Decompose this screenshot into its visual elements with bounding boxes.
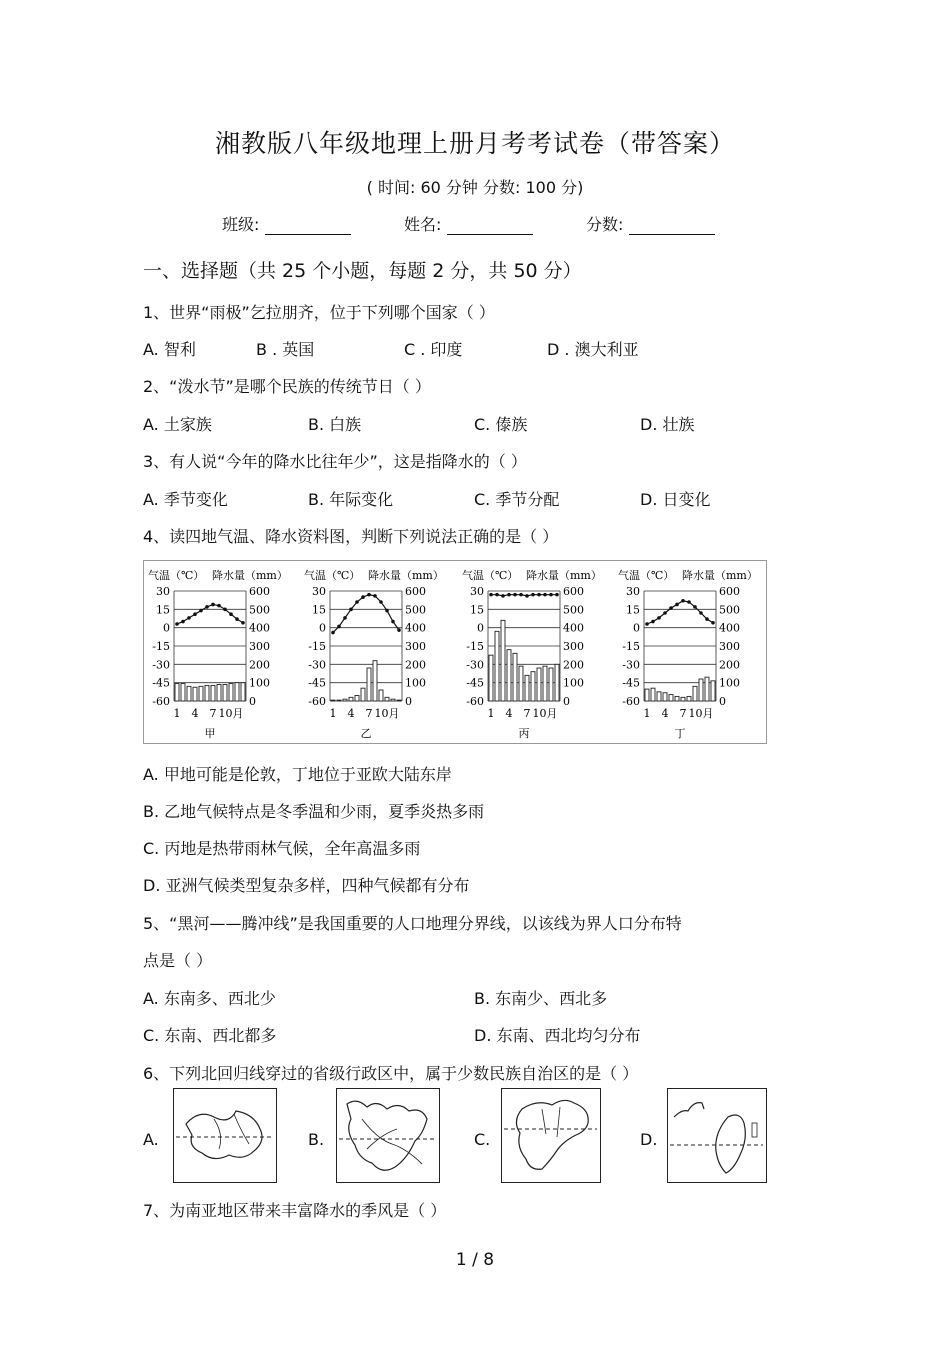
precip-bar [331, 700, 335, 701]
precip-bar [211, 685, 215, 701]
precip-bar [229, 684, 233, 701]
temp-point [513, 593, 517, 597]
temp-point [669, 606, 673, 610]
temp-tick-label: 15 [312, 603, 326, 617]
temp-tick-label: 0 [163, 621, 170, 635]
precip-bar [687, 696, 691, 701]
temp-point [343, 616, 347, 620]
temp-point [385, 609, 389, 613]
q3-option-b: B. 年际变化 [308, 490, 394, 509]
page-title: 湘教版八年级地理上册月考考试卷（带答案） [214, 129, 735, 158]
temp-point [337, 625, 341, 629]
temp-tick-label: -15 [308, 640, 326, 653]
temp-point [199, 609, 203, 613]
province-map-d-icon [668, 1089, 765, 1181]
q6-option-c: C. [474, 1130, 491, 1149]
class-label: 班级: [222, 215, 260, 234]
precip-tick-label: 600 [563, 585, 584, 598]
precip-bar [379, 690, 383, 701]
temp-axis-label: 气温（℃） [618, 569, 675, 582]
q6-map-a [173, 1088, 277, 1183]
q1-option-b: B . 英国 [256, 340, 315, 359]
x-tick-label: 10月 [218, 707, 244, 720]
temp-tick-label: -45 [308, 676, 326, 690]
precip-bar [675, 696, 679, 701]
precip-axis-label: 降水量（mm） [368, 569, 444, 582]
temp-point [705, 617, 709, 621]
x-tick-label: 1 [643, 707, 651, 720]
temp-point [693, 605, 697, 609]
precip-tick-label: 300 [405, 640, 426, 653]
temp-point [175, 622, 179, 626]
precip-bar [519, 666, 523, 701]
precip-tick-label: 200 [405, 658, 426, 672]
q4-option-c: C. 丙地是热带雨林气候，全年高温多雨 [143, 839, 421, 858]
precip-bar [681, 697, 685, 701]
temp-point [501, 594, 505, 598]
precip-bar [187, 686, 191, 701]
precip-bar [361, 688, 365, 701]
temp-tick-label: -30 [308, 658, 326, 672]
precip-bar [355, 696, 359, 702]
temp-point [555, 593, 559, 597]
precip-bar [501, 620, 505, 701]
precip-bar [669, 695, 673, 701]
temp-tick-label: 0 [633, 621, 640, 635]
x-tick-label: 7 [365, 707, 373, 720]
precip-bar [235, 683, 239, 701]
precip-bar [337, 700, 341, 701]
precip-tick-label: 400 [563, 621, 584, 635]
q3-option-c: C. 季节分配 [474, 490, 560, 509]
precip-bar [537, 668, 541, 701]
x-tick-label: 7 [523, 707, 531, 720]
x-tick-label: 4 [505, 707, 513, 720]
temp-point [645, 622, 649, 626]
temp-point [355, 600, 359, 604]
temp-point [181, 620, 185, 624]
temp-tick-label: 0 [477, 621, 484, 635]
q6-map-b [336, 1088, 440, 1183]
q1-option-d: D . 澳大利亚 [547, 340, 639, 359]
x-tick-label: 4 [661, 707, 669, 720]
precip-bar [175, 684, 179, 701]
precip-bar [349, 697, 353, 701]
temp-point [525, 594, 529, 598]
temp-tick-label: 15 [156, 603, 170, 617]
temp-axis-label: 气温（℃） [148, 569, 205, 582]
precip-bar [205, 685, 209, 701]
temp-tick-label: -15 [622, 640, 640, 653]
temp-tick-label: -15 [466, 640, 484, 653]
temp-tick-label: -45 [622, 676, 640, 690]
climate-charts [143, 560, 767, 744]
score-blank[interactable] [629, 218, 715, 235]
q2-option-b: B. 白族 [308, 415, 362, 434]
temp-point [205, 605, 209, 609]
section-heading: 一、选择题（共 25 个小题，每题 2 分，共 50 分） [143, 260, 582, 282]
precip-tick-label: 500 [249, 603, 270, 617]
temp-line [177, 604, 243, 624]
precip-bar [495, 631, 499, 701]
temp-point [711, 621, 715, 625]
precip-tick-label: 100 [405, 676, 426, 690]
temp-point [687, 600, 691, 604]
temp-tick-label: -30 [152, 658, 170, 672]
exam-meta: ( 时间: 60 分钟 分数: 100 分) [366, 178, 584, 197]
precip-bar [525, 675, 529, 701]
temp-point [361, 595, 365, 599]
q5-option-c: C. 东南、西北都多 [143, 1026, 277, 1045]
temp-tick-label: -60 [152, 695, 170, 708]
q3-option-a: A. 季节变化 [143, 490, 228, 509]
precip-axis-label: 降水量（mm） [682, 569, 758, 582]
temp-point [187, 616, 191, 620]
temp-tick-label: 15 [626, 603, 640, 617]
precip-tick-label: 600 [249, 585, 270, 598]
precip-bar [549, 668, 553, 701]
question-1: 1、世界“雨极”乞拉朋齐，位于下列哪个国家（ ） [143, 303, 495, 322]
temp-tick-label: 30 [312, 585, 326, 598]
precip-tick-label: 200 [563, 658, 584, 672]
temp-point [657, 616, 661, 620]
precip-bar [699, 679, 703, 701]
x-tick-label: 10月 [374, 707, 400, 720]
temp-point [223, 608, 227, 612]
precip-tick-label: 400 [249, 621, 270, 635]
chart-name: 丙 [518, 727, 530, 740]
precip-tick-label: 100 [249, 676, 270, 690]
q3-option-d: D. 日变化 [640, 490, 711, 509]
q6-option-a: A. [143, 1130, 159, 1149]
precip-bar [531, 672, 535, 701]
precip-tick-label: 500 [719, 603, 740, 617]
temp-point [217, 604, 221, 608]
precip-tick-label: 0 [249, 695, 256, 708]
precip-tick-label: 100 [719, 676, 740, 690]
temp-tick-label: -30 [622, 658, 640, 672]
precip-bar [555, 664, 559, 701]
climate-charts-svg [144, 561, 766, 743]
precip-tick-label: 0 [405, 695, 412, 708]
precip-bar [507, 650, 511, 701]
temp-tick-label: -15 [152, 640, 170, 653]
name-label: 姓名: [404, 215, 442, 234]
page-number: 1 / 8 [455, 1250, 495, 1270]
temp-point [675, 603, 679, 607]
q1-option-c: C . 印度 [404, 340, 463, 359]
temp-point [367, 593, 371, 597]
precip-bar [657, 692, 661, 701]
x-tick-label: 7 [679, 707, 687, 720]
name-blank[interactable] [447, 218, 533, 235]
question-4: 4、读四地气温、降水资料图，判断下列说法正确的是（ ） [143, 527, 559, 546]
q4-option-b: B. 乙地气候特点是冬季温和少雨，夏季炎热多雨 [143, 802, 485, 821]
temp-tick-label: 15 [470, 603, 484, 617]
temp-point [699, 611, 703, 615]
precip-bar [217, 685, 221, 702]
temp-tick-label: -45 [152, 676, 170, 690]
question-2: 2、“泼水节”是哪个民族的传统节日（ ） [143, 377, 431, 396]
score-label: 分数: [586, 215, 624, 234]
temp-tick-label: 0 [319, 621, 326, 635]
temp-tick-label: -60 [622, 695, 640, 708]
precip-tick-label: 300 [249, 640, 270, 653]
temp-point [241, 621, 245, 625]
question-6: 6、下列北回归线穿过的省级行政区中，属于少数民族自治区的是（ ） [143, 1064, 639, 1083]
precip-axis-label: 降水量（mm） [212, 569, 288, 582]
province-map-a-icon [174, 1089, 275, 1181]
q4-option-d: D. 亚洲气候类型复杂多样，四种气候都有分布 [143, 876, 470, 895]
temp-tick-label: 30 [470, 585, 484, 598]
temp-point [681, 599, 685, 603]
temp-point [379, 600, 383, 604]
temp-point [391, 620, 395, 624]
q5-option-a: A. 东南多、西北少 [143, 989, 276, 1008]
temp-point [531, 593, 535, 597]
province-map-b-icon [337, 1089, 438, 1181]
temp-point [211, 603, 215, 607]
temp-point [397, 628, 401, 632]
precip-tick-label: 500 [405, 603, 426, 617]
q6-map-d [667, 1088, 767, 1183]
question-3: 3、有人说“今年的降水比往年少”，这是指降水的（ ） [143, 452, 527, 471]
precip-bar [385, 697, 389, 701]
temp-tick-label: -60 [308, 695, 326, 708]
temp-tick-label: -30 [466, 658, 484, 672]
precip-bar [343, 699, 347, 701]
temp-point [235, 617, 239, 621]
q6-map-c [501, 1088, 601, 1183]
precip-bar [645, 689, 649, 701]
precip-bar [181, 684, 185, 701]
precip-tick-label: 400 [405, 621, 426, 635]
q6-option-b: B. [308, 1130, 325, 1149]
temp-line [647, 601, 713, 624]
precip-bar [193, 687, 197, 701]
chart-name: 乙 [360, 727, 372, 740]
precip-bar [367, 668, 371, 701]
x-tick-label: 1 [329, 707, 337, 720]
name-field [404, 212, 533, 235]
precip-bar [397, 700, 401, 701]
precip-bar [241, 683, 245, 701]
temp-axis-label: 气温（℃） [462, 569, 519, 582]
q2-option-d: D. 壮族 [640, 415, 695, 434]
precip-tick-label: 100 [563, 676, 584, 690]
precip-axis-label: 降水量（mm） [526, 569, 602, 582]
temp-point [495, 593, 499, 597]
q4-option-a: A. 甲地可能是伦敦，丁地位于亚欧大陆东岸 [143, 765, 452, 784]
temp-tick-label: 30 [626, 585, 640, 598]
x-tick-label: 1 [173, 707, 181, 720]
temp-point [489, 593, 493, 597]
precip-bar [711, 681, 715, 701]
x-tick-label: 7 [209, 707, 217, 720]
precip-bar [489, 655, 493, 701]
temp-point [349, 608, 353, 612]
class-field [222, 212, 351, 235]
temp-tick-label: 30 [156, 585, 170, 598]
q5-option-d: D. 东南、西北均匀分布 [474, 1026, 641, 1045]
temp-point [229, 612, 233, 616]
precip-tick-label: 200 [719, 658, 740, 672]
question-5: 5、“黑河——腾冲线”是我国重要的人口地理分界线，以该线为界人口分布特 [143, 914, 682, 933]
precip-tick-label: 400 [719, 621, 740, 635]
class-blank[interactable] [265, 218, 351, 235]
question-5-cont: 点是（ ） [143, 951, 213, 970]
x-tick-label: 4 [191, 707, 199, 720]
q5-option-b: B. 东南少、西北多 [474, 989, 608, 1008]
temp-point [193, 612, 197, 616]
temp-tick-label: -45 [466, 676, 484, 690]
temp-line [333, 595, 399, 633]
precip-tick-label: 600 [719, 585, 740, 598]
q2-option-c: C. 傣族 [474, 415, 528, 434]
question-7: 7、为南亚地区带来丰富降水的季风是（ ） [143, 1201, 447, 1220]
precip-tick-label: 200 [249, 658, 270, 672]
temp-point [507, 593, 511, 597]
temp-point [663, 611, 667, 615]
precip-bar [543, 666, 547, 701]
temp-point [651, 620, 655, 624]
temp-point [519, 593, 523, 597]
q2-option-a: A. 土家族 [143, 415, 212, 434]
temp-point [373, 594, 377, 598]
x-tick-label: 10月 [532, 707, 558, 720]
precip-tick-label: 500 [563, 603, 584, 617]
temp-line [491, 595, 557, 596]
precip-tick-label: 0 [563, 695, 570, 708]
precip-bar [373, 661, 377, 701]
precip-tick-label: 300 [563, 640, 584, 653]
score-field [586, 212, 715, 235]
temp-tick-label: -60 [466, 695, 484, 708]
x-tick-label: 4 [347, 707, 355, 720]
temp-point [543, 593, 547, 597]
precip-bar [391, 699, 395, 701]
x-tick-label: 1 [487, 707, 495, 720]
temp-point [537, 593, 541, 597]
q1-option-a: A. 智利 [143, 340, 196, 359]
precip-bar [651, 688, 655, 701]
precip-bar [199, 686, 203, 701]
precip-tick-label: 0 [719, 695, 726, 708]
precip-bar [663, 693, 667, 701]
chart-name: 甲 [204, 727, 216, 740]
precip-tick-label: 300 [719, 640, 740, 653]
precip-bar [223, 685, 227, 702]
chart-name: 丁 [674, 727, 686, 740]
province-map-c-icon [502, 1089, 599, 1181]
precip-bar [693, 686, 697, 701]
temp-axis-label: 气温（℃） [304, 569, 361, 582]
q6-option-d: D. [640, 1130, 658, 1149]
precip-bar [705, 677, 709, 701]
precip-bar [513, 653, 517, 701]
temp-point [549, 593, 553, 597]
x-tick-label: 10月 [688, 707, 714, 720]
precip-tick-label: 600 [405, 585, 426, 598]
temp-point [331, 631, 335, 635]
